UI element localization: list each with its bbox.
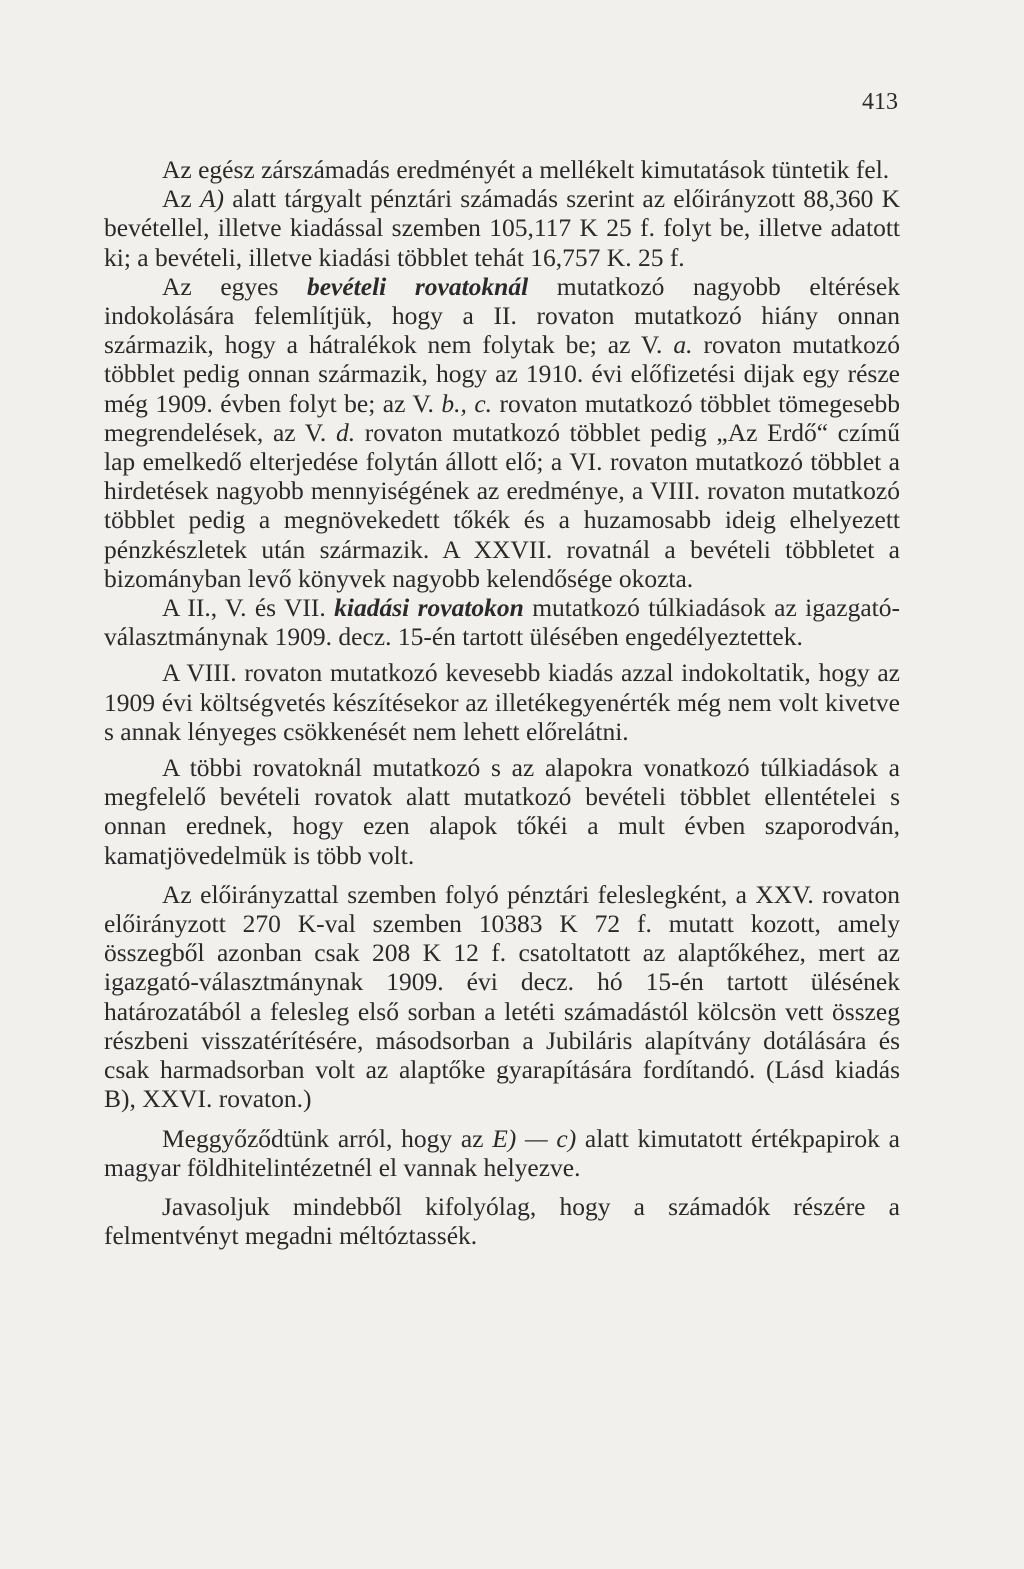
paragraph-4-text-c: mutatkozó túlkiadások az igazgató-választmánynak 1909. decz. 15-én tartott ülésében engedélyeztettek. xyxy=(104,593,900,652)
paragraph-4 xyxy=(104,593,900,651)
paragraph-2-text-a: Az xyxy=(162,184,200,214)
paragraph-5-text: A VIII. rovaton mutatkozó kevesebb kiadás azzal indokoltatik, hogy az 1909 évi költségvetés készítésekor az illetékegyenérték még nem volt kivetve s annak lényeges csökkenését nem lehett előrelátni. xyxy=(104,658,900,746)
page-number: 413 xyxy=(862,89,898,115)
paragraph-3-italic-a: a. xyxy=(673,330,693,360)
paragraph-3-text-i: rovaton mutatkozó többlet pedig „Az Erdő“ czímű lap emelkedő elterjedése folytán állott elő; a VI. rovaton mutatkozó többlet a hirdetések nagyobb mennyiségének az eredménye, a VIII. rovaton mutatkozó többlet pedig a megnövekedett tőkék és a huzamosabb ideig elhelyezett pénzkészletek után származik. A XXVII. rovatnál a bevételi többletet a bizományban levő könyvek nagyobb kelendősége okozta. xyxy=(104,417,900,593)
paragraph-3-text-c: mutatkozó nagyobb eltérések indokolására felemlítjük, hogy a II. rovaton mutatkozó hiány onnan származik, hogy a hátralékok nem folytak be; az V. xyxy=(104,271,900,360)
paragraph-7 xyxy=(104,880,900,1114)
paragraph-9-text: Javasoljuk mindebből kifolyólag, hogy a számadók részére a felmentvényt megadni méltóztassék. xyxy=(104,1191,900,1251)
paragraph-2-text-c: alatt tárgyalt pénztári számadás szerint az előirányzott 88,360 K bevétellel, illetve kiadással szemben 105,117 K 25 f. folyt be, illetve adatott ki; a bevételi, illetve kiadási többlet tehát 16,757 K. 25 f. xyxy=(104,184,900,272)
paragraph-8-italic-ec: E) — c) xyxy=(492,1123,577,1153)
paragraph-5 xyxy=(104,658,900,746)
paragraph-8 xyxy=(104,1124,900,1182)
paragraph-3-italic-bc: b., c. xyxy=(441,388,493,418)
paragraph-2-italic-a: A) xyxy=(199,184,225,214)
paragraph-3-text-a: Az egyes xyxy=(162,271,307,301)
paragraph-1 xyxy=(104,155,900,184)
paragraph-4-text-a: A II., V. és VII. xyxy=(162,593,335,623)
paragraph-1-text: Az egész zárszámadás eredményét a mellékelt kimutatások tüntetik fel. xyxy=(162,155,890,184)
paragraph-4-emphasis-kiadási: kiadási rovatokon xyxy=(334,593,524,623)
paragraph-6 xyxy=(104,753,900,870)
paragraph-8-text-c: alatt kimutatott értékpapirok a magyar földhitelintézetnél el vannak helyezve. xyxy=(104,1123,900,1182)
paragraph-9 xyxy=(104,1192,900,1250)
paragraph-3-emphasis-bevételi: bevételi rovatoknál xyxy=(306,271,529,301)
paragraph-3-italic-d: d. xyxy=(335,417,356,447)
paragraph-8-text-a: Meggyőződtünk arról, hogy az xyxy=(162,1123,493,1153)
document-body xyxy=(104,155,900,1250)
paragraph-7-text: Az előirányzattal szemben folyó pénztári feleslegként, a XXV. rovaton előirányzott 270 K-val szemben 10383 K 72 f. mutatt kozott, amely összegből azonban csak 208 K 12 f. csatoltatott az alaptőkéhez, mert az igazgató-választmánynak 1909. évi decz. hó 15-én tartott ülésének határozatából a felesleg első sorban a letéti számadástól kölcsön vett összeg részbeni visszatérítésére, másodsorban a Jubiláris alapítvány dotálására és csak harmadsorban volt az alaptőke gyarapítására fordítandó. (Lásd kiadás B), XXVI. rovaton.) xyxy=(104,879,900,1114)
paragraph-3-text-g: rovaton mutatkozó többlet tömegesebb megrendelések, az V. xyxy=(104,388,900,447)
paragraph-3 xyxy=(104,272,900,593)
paragraph-3-text-e: rovaton mutatkozó többlet pedig onnan származik, hogy az 1910. évi előfizetési dijak egy része még 1909. évben folyt be; az V. xyxy=(104,330,900,418)
paragraph-6-text: A többi rovatoknál mutatkozó s az alapokra vonatkozó túlkiadások a megfelelő bevételi rovatok alatt mutatkozó bevételi többlet ellentételei s onnan erednek, hogy ezen alapok tőkéi a mult évben szaporodván, kamatjövedelmük is több volt. xyxy=(104,753,900,870)
paragraph-2 xyxy=(104,184,900,272)
